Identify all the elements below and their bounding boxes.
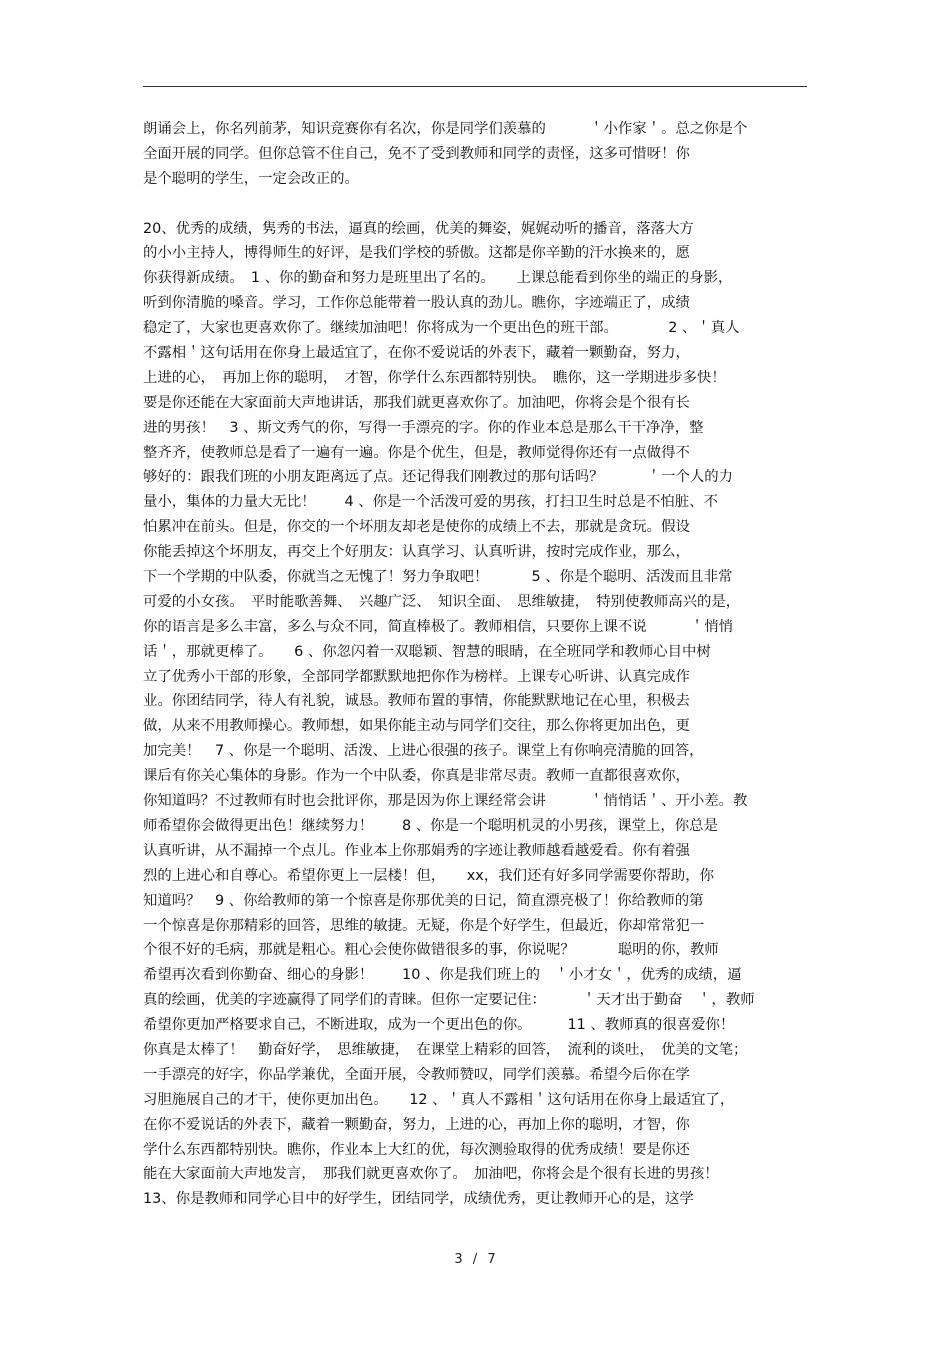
text-line: 你获得新成绩。 1 、你的勤奋和努力是班里出了名的。 上课总能看到你坐的端正的身影， [143,270,733,287]
text-line: 听到你清脆的嗓音。学习，工作你总能带着一股认真的劲儿。瞧你，字迹端正了，成绩 [143,295,690,312]
text-line: 真的绘画，优美的字迹赢得了同学们的青睐。但你一定要记住： ＇天才出于勤奋 ＇，教师 [143,992,755,1009]
text-line: 个很不好的毛病，那就是粗心。粗心会使你做错很多的事，你说呢？ 聪明的你，教师 [143,942,719,959]
text-line: 话＇，那就更棒了。 6 、你忽闪着一双聪颖、智慧的眼睛，在全班同学和教师心目中树 [143,643,711,660]
text-line: 你真是太棒了！ 勤奋好学， 思维敏捷， 在课堂上精彩的回答， 流利的谈吐， 优美的文笔； [143,1041,748,1058]
text-line: 怕累冲在前头。但是，你交的一个坏朋友却老是使你的成绩上不去，那就是贪玩。假设 [143,519,690,536]
text-line: 你能丢掉这个坏朋友，再交上个好朋友：认真学习、认真听讲，按时完成作业，那么， [143,544,690,561]
text-line: 师希望你会做得更出色！继续努力！ 8 、你是一个聪明机灵的小男孩，课堂上，你总是 [143,817,718,834]
text-line: 你的语言是多么丰富，多么与众不同，简直棒极了。教师相信，只要你上课不说 ＇悄悄 [143,618,734,635]
text-line: 加完美！ 7 、你是一个聪明、活泼、上进心很强的孩子。课堂上有你响亮清脆的回答， [143,743,704,760]
text-line: 希望再次看到你勤奋、细心的身影！ 10 、你是我们班上的 ＇小才女＇，优秀的成绩，逼 [143,967,742,984]
text-line: 认真听讲，从不漏掉一个点儿。作业本上你那娟秀的字迹让教师越看越爱看。你有着强 [143,842,690,859]
text-line: 要是你还能在大家面前大声地讲话，那我们就更喜欢你了。加油吧，你将会是个很有长 [143,394,690,411]
text-line: 朗诵会上，你名列前茅，知识竞赛你有名次，你是同学们羡慕的 ＇小作家＇。总之你是个 [143,121,748,137]
text-line: 的小小主持人，博得师生的好评，是我们学校的骄傲。这都是你辛勤的汗水换来的，愿 [143,245,690,262]
paragraph-gap [143,192,807,217]
text-line: 希望你更加严格要求自己，不断进取，成为一个更出色的你。 11 、教师真的很喜爱你！ [143,1017,735,1034]
text-line: 13、你是教师和同学心目中的好学生，团结同学，成绩优秀，更让教师开心的是，这学 [143,1191,694,1208]
text-line: 上进的心， 再加上你的聪明， 才智，你学什么东西都特别快。 瞧你，这一学期进步多快！ [143,369,726,386]
page-number: 3 / 7 [454,1252,496,1267]
text-line: 一个惊喜是你那精彩的回答，思维的敏捷。无疑，你是个好学生，但最近，你却常常犯一 [143,917,705,934]
text-line: 学什么东西都特别快。瞧你，作业本上大红的优，每次测验取得的优秀成绩！要是你还 [143,1141,690,1158]
text-line: 能在大家面前大声地发言， 那我们就更喜欢你了。 加油吧，你将会是个很有长进的男孩！ [143,1166,719,1183]
text-line: 烈的上进心和自尊心。希望你更上一层楼！但， xx，我们还有好多同学需要你帮助，你 [143,867,715,884]
text-line: 下一个学期的中队委，你就当之无愧了！努力争取吧！ 5 、你是个聪明、活泼而且非常 [143,569,733,586]
text-line: 业。你团结同学，待人有礼貌，诚恳。教师布置的事情，你能默默地记在心里，积极去 [143,693,690,710]
text-line: 量小，集体的力量大无比！ 4 、你是一个活泼可爱的男孩，打扫卫生时总是不怕脏、不 [143,494,718,511]
document-body [143,117,807,1212]
text-line: 不露相＇这句话用在你身上最适宜了，在你不爱说话的外表下，藏着一颗勤奋，努力， [143,345,690,362]
text-line: 20、优秀的成绩，隽秀的书法，逼真的绘画，优美的舞姿，娓娓动听的播音，落落大方 [143,220,694,237]
text-line: 是个聪明的学生，一定会改正的。 [143,170,359,187]
text-line: 够好的：跟我们班的小朋友距离远了点。还记得我们刚教过的那句话吗？ ＇一个人的力 [143,469,734,486]
header-rule [143,86,807,87]
text-line: 可爱的小女孩。 平时能歌善舞、 兴趣广泛、 知识全面、 思维敏捷， 特别使教师高兴的是， [143,593,741,610]
text-line: 课后有你关心集体的身影。作为一个中队委，你真是非常尽责。教师一直都很喜欢你， [143,768,690,785]
text-line: 立了优秀小干部的形象，全部同学都默默地把你作为榜样。上课专心听讲、认真完成作 [143,668,690,685]
text-line: 整齐齐，使教师总是看了一遍有一遍。你是个优生，但是，教师觉得你还有一点做得不 [143,444,690,461]
text-line: 你知道吗？不过教师有时也会批评你，那是因为你上课经常会讲 ＇悄悄话＇、开小差。教 [143,793,748,810]
text-line: 稳定了，大家也更喜欢你了。继续加油吧！你将成为一个更出色的班干部。 2 、＇真人 [143,320,740,337]
text-line: 进的男孩！ 3 、斯文秀气的你，写得一手漂亮的字。你的作业本总是那么干干净净，整 [143,419,704,436]
text-line: 全面开展的同学。但你总管不住自己，免不了受到教师和同学的责怪，这多可惜呀！你 [143,145,690,162]
text-line: 习胆施展自己的才干，使你更加出色。 12 、＇真人不露相＇这句话用在你身上最适宜了， [143,1091,735,1108]
text-line: 做，从来不用教师操心。教师想，如果你能主动与同学们交往，那么你将更加出色，更 [143,718,690,735]
text-line: 知道吗？ 9 、你给教师的第一个惊喜是你那优美的日记，简直漂亮极了！你给教师的第 [143,892,704,909]
text-line: 一手漂亮的好字，你品学兼优，全面开展，令教师赞叹，同学们羡慕。希望今后你在学 [143,1066,690,1083]
text-line: 在你不爱说话的外表下，藏着一颗勤奋，努力，上进的心，再加上你的聪明，才智，你 [143,1116,690,1133]
